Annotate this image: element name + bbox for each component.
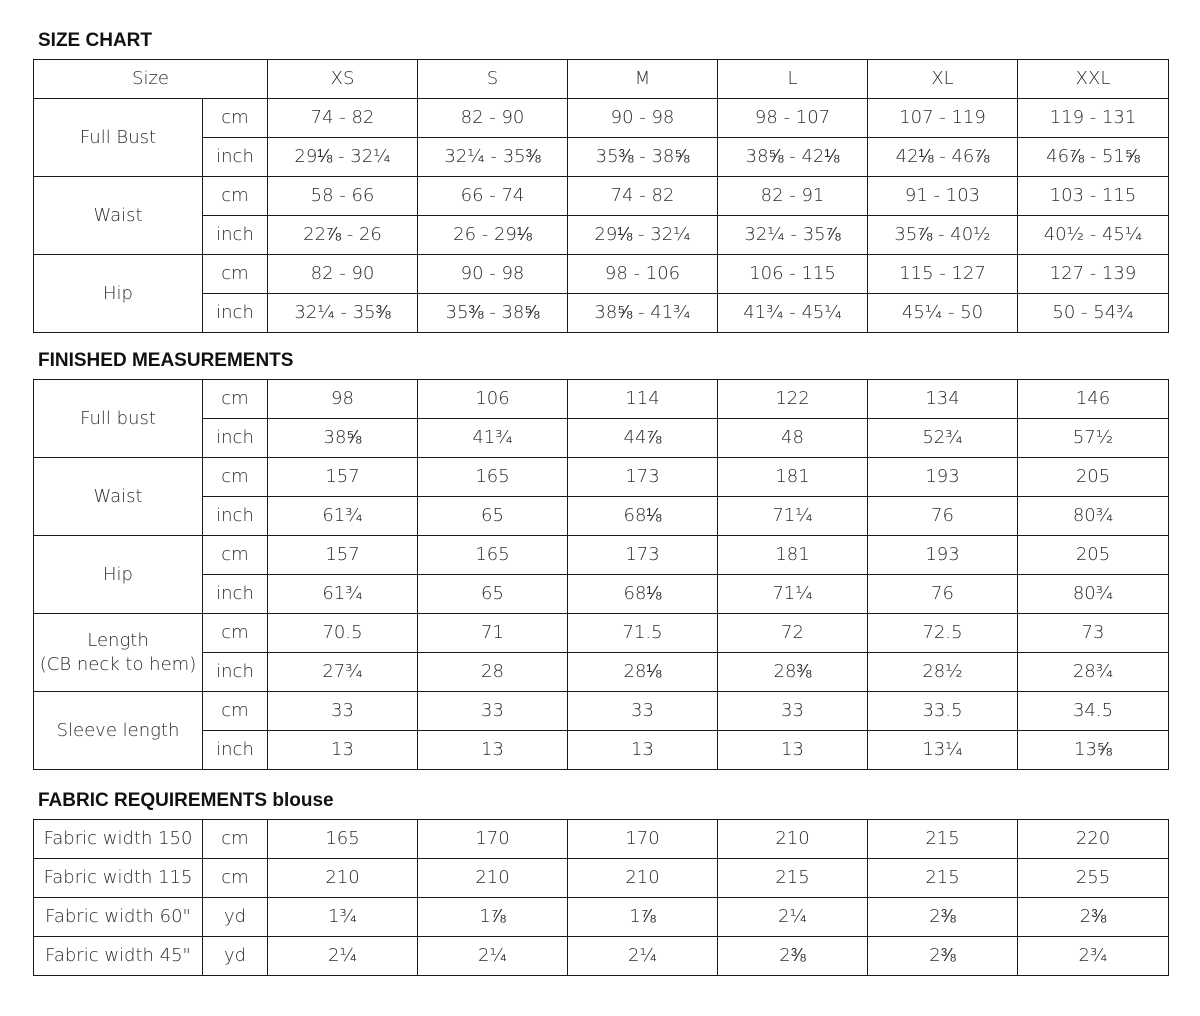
row-group-label [34,692,203,770]
value-cell: 71¼ [718,497,868,536]
value-cell: 193 [868,458,1018,497]
value-cell: 210 [418,859,568,898]
value-cell: 165 [418,458,568,497]
measurement-sublabel: (CB neck to hem) [39,653,197,675]
measurement-label: Length [87,629,149,651]
value-cell: 35⅞ - 40½ [868,216,1018,255]
value-cell: 76 [868,575,1018,614]
table-row [34,898,1169,937]
measurement-label: Full bust [80,407,156,429]
value-cell: 98 - 106 [568,255,718,294]
value-cell: 44⅞ [568,419,718,458]
measurement-label: Hip [103,563,133,585]
value-cell: 28½ [868,653,1018,692]
header-row [34,60,1169,99]
value-cell: 115 - 127 [868,255,1018,294]
value-cell: 28⅜ [718,653,868,692]
unit-cell: cm [203,177,268,216]
value-cell: 2¾ [1018,937,1169,976]
value-cell: 90 - 98 [418,255,568,294]
value-cell: 38⅝ [268,419,418,458]
value-cell: 173 [568,536,718,575]
value-cell: 1⅞ [418,898,568,937]
value-cell: 215 [718,859,868,898]
value-cell: 119 - 131 [1018,99,1169,138]
value-cell: 82 - 91 [718,177,868,216]
value-cell: 45¼ - 50 [868,294,1018,333]
value-cell: 38⅝ - 41¾ [568,294,718,333]
value-cell: 72.5 [868,614,1018,653]
table-row [34,820,1169,859]
value-cell: 46⅞ - 51⅝ [1018,138,1169,177]
fabric-requirements-table [33,819,1169,976]
value-cell: 40½ - 45¼ [1018,216,1169,255]
value-cell: 42⅛ - 46⅞ [868,138,1018,177]
value-cell: 2¼ [268,937,418,976]
value-cell: 157 [268,536,418,575]
value-cell: 50 - 54¾ [1018,294,1169,333]
size-header-s: S [418,60,568,99]
table-row [34,731,1169,770]
value-cell: 80¾ [1018,497,1169,536]
unit-cell: inch [203,216,268,255]
size-header-xxl: XXL [1018,60,1169,99]
value-cell: 106 [418,380,568,419]
value-cell: 66 - 74 [418,177,568,216]
unit-cell: cm [203,536,268,575]
value-cell: 71¼ [718,575,868,614]
value-cell: 2¼ [568,937,718,976]
value-cell: 210 [568,859,718,898]
table-row [34,575,1169,614]
value-cell: 2¼ [718,898,868,937]
value-cell: 103 - 115 [1018,177,1169,216]
value-cell: 13 [268,731,418,770]
value-cell: 114 [568,380,718,419]
table-row [34,536,1169,575]
size-header-label: Size [34,60,268,99]
value-cell: 210 [268,859,418,898]
table-row [34,99,1169,138]
value-cell: 157 [268,458,418,497]
size-header-xs: XS [268,60,418,99]
measurement-label: Hip [103,282,133,304]
value-cell: 61¾ [268,497,418,536]
value-cell: 170 [418,820,568,859]
unit-cell: inch [203,419,268,458]
value-cell: 71 [418,614,568,653]
value-cell: 193 [868,536,1018,575]
unit-cell: inch [203,653,268,692]
unit-cell: inch [203,497,268,536]
value-cell: 98 [268,380,418,419]
value-cell: 170 [568,820,718,859]
unit-cell: yd [203,898,268,937]
unit-cell: inch [203,294,268,333]
value-cell: 122 [718,380,868,419]
value-cell: 13 [568,731,718,770]
value-cell: 82 - 90 [268,255,418,294]
row-group-label [34,536,203,614]
fabric-width-label: Fabric width 45" [34,937,203,976]
table-row [34,255,1169,294]
value-cell: 255 [1018,859,1169,898]
value-cell: 33 [568,692,718,731]
measurement-label: Waist [93,485,143,507]
value-cell: 29⅛ - 32¼ [268,138,418,177]
measurement-label: Full Bust [79,126,157,148]
unit-cell: cm [203,692,268,731]
size-header-l: L [718,60,868,99]
value-cell: 13¼ [868,731,1018,770]
value-cell: 32¼ - 35⅞ [718,216,868,255]
size-chart-table [33,59,1169,333]
table-row [34,614,1169,653]
value-cell: 73 [1018,614,1169,653]
value-cell: 90 - 98 [568,99,718,138]
table-row [34,692,1169,731]
row-group-label [34,458,203,536]
unit-cell: cm [203,255,268,294]
unit-cell: yd [203,937,268,976]
value-cell: 28⅛ [568,653,718,692]
table-row [34,216,1169,255]
value-cell: 33.5 [868,692,1018,731]
value-cell: 181 [718,536,868,575]
fabric-width-label: Fabric width 60" [34,898,203,937]
value-cell: 32¼ - 35⅜ [418,138,568,177]
value-cell: 13 [718,731,868,770]
size-header-m: M [568,60,718,99]
finished-measurements-table [33,379,1169,770]
table-row [34,458,1169,497]
value-cell: 146 [1018,380,1169,419]
value-cell: 61¾ [268,575,418,614]
value-cell: 98 - 107 [718,99,868,138]
value-cell: 35⅜ - 38⅝ [568,138,718,177]
size-chart-heading: SIZE CHART [38,30,152,51]
row-group-label [34,177,203,255]
measurement-label: Sleeve length [56,719,180,741]
table-row [34,859,1169,898]
value-cell: 2⅜ [868,898,1018,937]
row-group-label [34,99,203,177]
fabric-requirements-heading: FABRIC REQUIREMENTS blouse [38,790,334,811]
value-cell: 82 - 90 [418,99,568,138]
value-cell: 33 [268,692,418,731]
value-cell: 127 - 139 [1018,255,1169,294]
value-cell: 22⅞ - 26 [268,216,418,255]
value-cell: 2⅜ [868,937,1018,976]
value-cell: 52¾ [868,419,1018,458]
value-cell: 32¼ - 35⅜ [268,294,418,333]
unit-cell: cm [203,614,268,653]
value-cell: 27¾ [268,653,418,692]
unit-cell: cm [203,820,268,859]
unit-cell: cm [203,859,268,898]
value-cell: 74 - 82 [268,99,418,138]
value-cell: 106 - 115 [718,255,868,294]
value-cell: 2¼ [418,937,568,976]
value-cell: 38⅝ - 42⅛ [718,138,868,177]
value-cell: 33 [418,692,568,731]
row-group-label [34,614,203,692]
table-row [34,419,1169,458]
unit-cell: cm [203,458,268,497]
value-cell: 48 [718,419,868,458]
unit-cell: cm [203,99,268,138]
value-cell: 1⅞ [568,898,718,937]
value-cell: 2⅜ [1018,898,1169,937]
value-cell: 70.5 [268,614,418,653]
value-cell: 2⅜ [718,937,868,976]
value-cell: 72 [718,614,868,653]
value-cell: 41¾ [418,419,568,458]
value-cell: 210 [718,820,868,859]
value-cell: 65 [418,575,568,614]
value-cell: 35⅜ - 38⅝ [418,294,568,333]
value-cell: 205 [1018,536,1169,575]
value-cell: 91 - 103 [868,177,1018,216]
unit-cell: inch [203,731,268,770]
value-cell: 57½ [1018,419,1169,458]
fabric-width-label: Fabric width 115 [34,859,203,898]
value-cell: 205 [1018,458,1169,497]
value-cell: 173 [568,458,718,497]
row-group-label [34,255,203,333]
value-cell: 26 - 29⅛ [418,216,568,255]
value-cell: 220 [1018,820,1169,859]
unit-cell: inch [203,138,268,177]
value-cell: 80¾ [1018,575,1169,614]
row-group-label [34,380,203,458]
table-row [34,294,1169,333]
value-cell: 68⅛ [568,575,718,614]
value-cell: 13 [418,731,568,770]
value-cell: 28¾ [1018,653,1169,692]
value-cell: 181 [718,458,868,497]
measurement-label: Waist [93,204,143,226]
value-cell: 76 [868,497,1018,536]
unit-cell: cm [203,380,268,419]
value-cell: 107 - 119 [868,99,1018,138]
value-cell: 165 [268,820,418,859]
size-header-xl: XL [868,60,1018,99]
value-cell: 74 - 82 [568,177,718,216]
value-cell: 41¾ - 45¼ [718,294,868,333]
value-cell: 215 [868,859,1018,898]
value-cell: 13⅝ [1018,731,1169,770]
value-cell: 58 - 66 [268,177,418,216]
value-cell: 134 [868,380,1018,419]
value-cell: 1¾ [268,898,418,937]
finished-measurements-heading: FINISHED MEASUREMENTS [38,350,294,371]
value-cell: 29⅛ - 32¼ [568,216,718,255]
table-row [34,497,1169,536]
value-cell: 71.5 [568,614,718,653]
value-cell: 215 [868,820,1018,859]
value-cell: 28 [418,653,568,692]
value-cell: 165 [418,536,568,575]
value-cell: 65 [418,497,568,536]
value-cell: 34.5 [1018,692,1169,731]
table-row [34,380,1169,419]
fabric-width-label: Fabric width 150 [34,820,203,859]
value-cell: 33 [718,692,868,731]
value-cell: 68⅛ [568,497,718,536]
table-row [34,177,1169,216]
unit-cell: inch [203,575,268,614]
table-row [34,653,1169,692]
table-row [34,138,1169,177]
table-row [34,937,1169,976]
